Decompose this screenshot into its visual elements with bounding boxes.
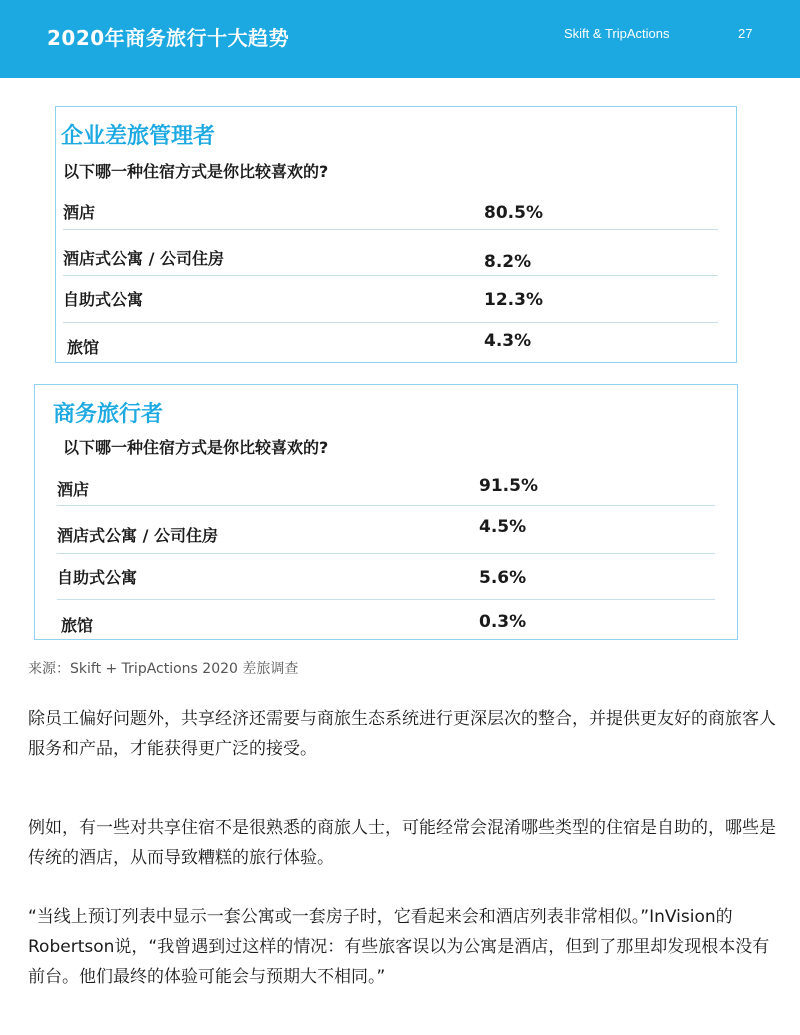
row-label: 酒店 (57, 480, 90, 499)
source-note: 来源：Skift + TripActions 2020 差旅调查 (28, 661, 299, 677)
report-title: 2020年商务旅行十大趋势 (47, 26, 290, 50)
survey-question: 以下哪一种住宿方式是你比较喜欢的? (63, 438, 329, 457)
page-number: 27 (738, 26, 753, 41)
row-label: 酒店式公寓 / 公司住房 (57, 526, 218, 545)
body-paragraph: “当线上预订列表中显示一套公寓或一套房子时，它看起来会和酒店列表非常相似。”InVision的Robertson说，“我曾遇到过这样的情况：有些旅客误以为公寓是酒店，但到了那里却发现根本没有前台。他们最终的体验可能会与预期大不相同。” (28, 907, 770, 987)
row-divider (63, 275, 718, 276)
row-value: 8.2% (484, 252, 532, 272)
row-divider (57, 599, 715, 600)
row-value: 4.5% (479, 517, 527, 537)
row-value: 5.6% (479, 568, 527, 588)
row-divider (63, 229, 718, 230)
row-divider (57, 553, 715, 554)
row-value: 12.3% (484, 290, 543, 310)
manager-survey-panel (55, 106, 737, 363)
row-label: 酒店式公寓 / 公司住房 (63, 249, 224, 268)
row-divider (57, 505, 715, 506)
traveler-survey-panel (34, 384, 738, 640)
survey-question: 以下哪一种住宿方式是你比较喜欢的? (63, 162, 329, 181)
panel-title: 企业差旅管理者 (61, 124, 216, 149)
row-label: 自助式公寓 (63, 290, 144, 309)
row-label: 酒店 (63, 203, 96, 222)
row-label: 旅馆 (61, 616, 94, 635)
row-value: 4.3% (484, 331, 532, 351)
row-label: 自助式公寓 (57, 568, 138, 587)
row-label: 旅馆 (67, 338, 100, 357)
row-divider (63, 322, 718, 323)
row-value: 0.3% (479, 612, 527, 632)
row-value: 91.5% (479, 476, 538, 496)
row-value: 80.5% (484, 203, 543, 223)
body-paragraph: 例如，有一些对共享住宿不是很熟悉的商旅人士，可能经常会混淆哪些类型的住宿是自助的，哪些是传统的酒店，从而导致糟糕的旅行体验。 (28, 818, 776, 868)
body-paragraph: 除员工偏好问题外，共享经济还需要与商旅生态系统进行更深层次的整合，并提供更友好的商旅客人服务和产品，才能获得更广泛的接受。 (28, 709, 776, 759)
page-header (0, 0, 800, 78)
panel-title: 商务旅行者 (53, 402, 164, 427)
header-source: Skift & TripActions (564, 26, 670, 41)
